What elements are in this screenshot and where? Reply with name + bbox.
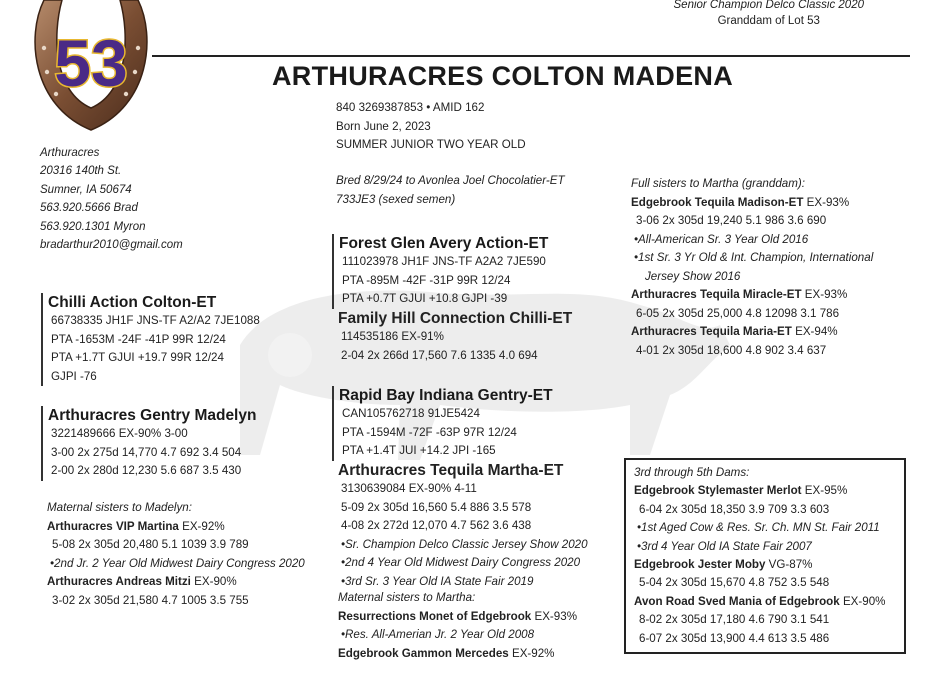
sister-class: EX-92% [508, 646, 555, 660]
dam-class: EX-95% [801, 484, 848, 498]
owner-phone2: 563.920.1301 Myron [40, 220, 146, 233]
dam-record: 5-04 2x 305d 15,670 4.8 752 3.5 548 [639, 576, 830, 590]
lot-born: Born June 2, 2023 [336, 119, 431, 133]
top-note-line1: Senior Champion Delco Classic 2020 [673, 0, 864, 11]
sister-class: EX-90% [190, 575, 237, 588]
dam-name: Arthuracres Gentry Madelyn [48, 407, 257, 424]
paternal-granddam-line: 2-04 2x 266d 17,560 7.6 1335 4.0 694 [341, 348, 538, 362]
maternal-granddam-line: 3130639084 EX-90% 4-11 [341, 482, 477, 495]
maternal-grandsire-line: CAN105762718 91JE5424 [342, 407, 480, 420]
maternal-granddam-name: Arthuracres Tequila Martha-ET [338, 462, 564, 479]
sister-class: EX-93% [531, 609, 578, 623]
dam-block [41, 406, 256, 481]
dam-record: 6-07 2x 305d 13,900 4.4 613 3.5 486 [639, 631, 830, 645]
section-header: Full sisters to Martha (granddam): [631, 177, 805, 190]
maternal-granddam-line: 5-09 2x 305d 16,560 5.4 886 3.5 578 [341, 500, 532, 514]
sister-class: EX-93% [803, 195, 850, 209]
owner-email: bradarthur2010@gmail.com [40, 239, 183, 252]
dam-record: 6-04 2x 305d 18,350 3.9 709 3.3 603 [639, 502, 830, 516]
sister-record: 3-02 2x 305d 21,580 4.7 1005 3.5 755 [52, 593, 249, 607]
sister-name: Arthuracres Andreas Mitzi [47, 575, 191, 588]
sister-award: •All-American Sr. 3 Year Old 2016 [634, 232, 809, 246]
dam-line: 3-00 2x 275d 14,770 4.7 692 3.4 504 [51, 445, 242, 459]
header-rule [152, 55, 910, 57]
sire-line: GJPI -76 [51, 369, 97, 383]
horseshoe-logo [30, 0, 152, 134]
sire-line: PTA -1653M -24F -41P 99R 12/24 [51, 332, 226, 346]
sire-block [41, 293, 260, 386]
paternal-grandsire-line: 111023978 JH1F JNS-TF A2A2 7JE590 [342, 255, 546, 268]
sister-name: Resurrections Monet of Edgebrook [338, 609, 532, 623]
sister-name: Arthuracres Tequila Miracle-ET [631, 288, 802, 301]
full-sisters-martha [631, 175, 873, 360]
paternal-granddam-name: Family Hill Connection Chilli-ET [338, 310, 573, 327]
section-header: Maternal sisters to Martha: [338, 591, 476, 604]
sister-name: Arthuracres Tequila Maria-ET [631, 325, 792, 338]
sister-record: 3-06 2x 305d 19,240 5.1 986 3.6 690 [636, 214, 827, 227]
owner-name: Arthuracres [40, 147, 100, 159]
lot-class: SUMMER JUNIOR TWO YEAR OLD [336, 138, 526, 151]
owner-city: Sumner, IA 50674 [40, 183, 132, 196]
dam-name: Edgebrook Stylemaster Merlot [634, 484, 802, 498]
lot-ids: 840 3269387853 • AMID 162 [336, 101, 485, 114]
sister-class: EX-93% [801, 288, 848, 301]
sister-award: •1st Sr. 3 Yr Old & Int. Champion, International [634, 251, 874, 264]
sister-name: Arthuracres VIP Martina [47, 519, 179, 533]
dam-class: EX-90% [839, 594, 886, 608]
top-note [674, 0, 865, 29]
paternal-granddam-line: 114535186 EX-91% [341, 330, 444, 343]
dam-record: 8-02 2x 305d 17,180 4.6 790 3.1 541 [639, 613, 830, 627]
sister-award: Jersey Show 2016 [645, 269, 741, 283]
sister-award: •2nd Jr. 2 Year Old Midwest Dairy Congress 2020 [50, 556, 305, 570]
maternal-grandsire-line: PTA -1594M -72F -63P 97R 12/24 [342, 425, 517, 439]
sister-name: Edgebrook Tequila Madison-ET [631, 195, 804, 209]
sire-line: PTA +1.7T GJUI +19.7 99R 12/24 [51, 351, 224, 364]
maternal-granddam-block [338, 461, 588, 591]
sister-class: EX-92% [178, 519, 225, 533]
bred-line2: 733JE3 (sexed semen) [336, 192, 456, 206]
top-note-line2: Granddam of Lot 53 [717, 15, 820, 27]
lot-number: 53 [54, 26, 128, 100]
section-header: 3rd through 5th Dams: [634, 466, 750, 479]
page-title: ARTHURACRES COLTON MADENA [272, 61, 733, 91]
sire-name: Chilli Action Colton-ET [48, 294, 217, 311]
sister-record: 4-01 2x 305d 18,600 4.8 902 3.4 637 [636, 343, 827, 357]
sister-name: Edgebrook Gammon Mercedes [338, 646, 509, 660]
maternal-sisters-martha [338, 589, 577, 663]
sister-award: •Res. All-Amerian Jr. 2 Year Old 2008 [341, 628, 535, 641]
dam-class: VG-87% [765, 558, 813, 572]
sister-class: EX-94% [791, 325, 838, 338]
sire-line: 66738335 JH1F JNS-TF A2/A2 7JE1088 [51, 314, 260, 327]
maternal-granddam-award: •3rd Sr. 3 Year Old IA State Fair 2019 [341, 574, 534, 588]
section-header: Maternal sisters to Madelyn: [47, 501, 192, 514]
lot-info [336, 99, 526, 155]
dam-line: 3221489666 EX-90% 3-00 [51, 427, 188, 440]
paternal-granddam-block [338, 309, 572, 365]
owner-phone1: 563.920.5666 Brad [40, 202, 138, 215]
maternal-granddam-award: •2nd 4 Year Old Midwest Dairy Congress 2020 [341, 556, 581, 569]
maternal-granddam-line: 4-08 2x 272d 12,070 4.7 562 3.6 438 [341, 519, 532, 532]
maternal-granddam-award: •Sr. Champion Delco Classic Jersey Show 2020 [341, 537, 588, 551]
maternal-grandsire-line: PTA +1.4T JUI +14.2 JPI -165 [342, 444, 496, 457]
dam-award: •3rd 4 Year Old IA State Fair 2007 [637, 539, 812, 553]
maternal-sisters-madelyn [47, 499, 305, 610]
sister-record: 6-05 2x 305d 25,000 4.8 12098 3.1 786 [636, 306, 840, 320]
dam-line: 2-00 2x 280d 12,230 5.6 687 3.5 430 [51, 464, 242, 477]
owner-street: 20316 140th St. [40, 165, 122, 178]
paternal-grandsire-name: Forest Glen Avery Action-ET [339, 235, 549, 252]
paternal-grandsire-line: PTA -895M -42F -31P 99R 12/24 [342, 273, 511, 287]
bred-info [336, 172, 565, 209]
maternal-grandsire-block [332, 386, 553, 461]
dam-award: •1st Aged Cow & Res. Sr. Ch. MN St. Fair 2011 [637, 521, 880, 535]
owner-contact [40, 144, 183, 254]
maternal-grandsire-name: Rapid Bay Indiana Gentry-ET [339, 387, 553, 404]
dam-name: Edgebrook Jester Moby [634, 558, 766, 572]
paternal-grandsire-line: PTA +0.7T GJUI +10.8 GJPI -39 [342, 292, 508, 305]
paternal-grandsire-block [332, 234, 548, 309]
bred-line1: Bred 8/29/24 to Avonlea Joel Chocolatier-ET [336, 174, 565, 187]
dams-box [624, 458, 906, 654]
dam-name: Avon Road Sved Mania of Edgebrook [634, 594, 840, 608]
sister-record: 5-08 2x 305d 20,480 5.1 1039 3.9 789 [52, 538, 249, 551]
